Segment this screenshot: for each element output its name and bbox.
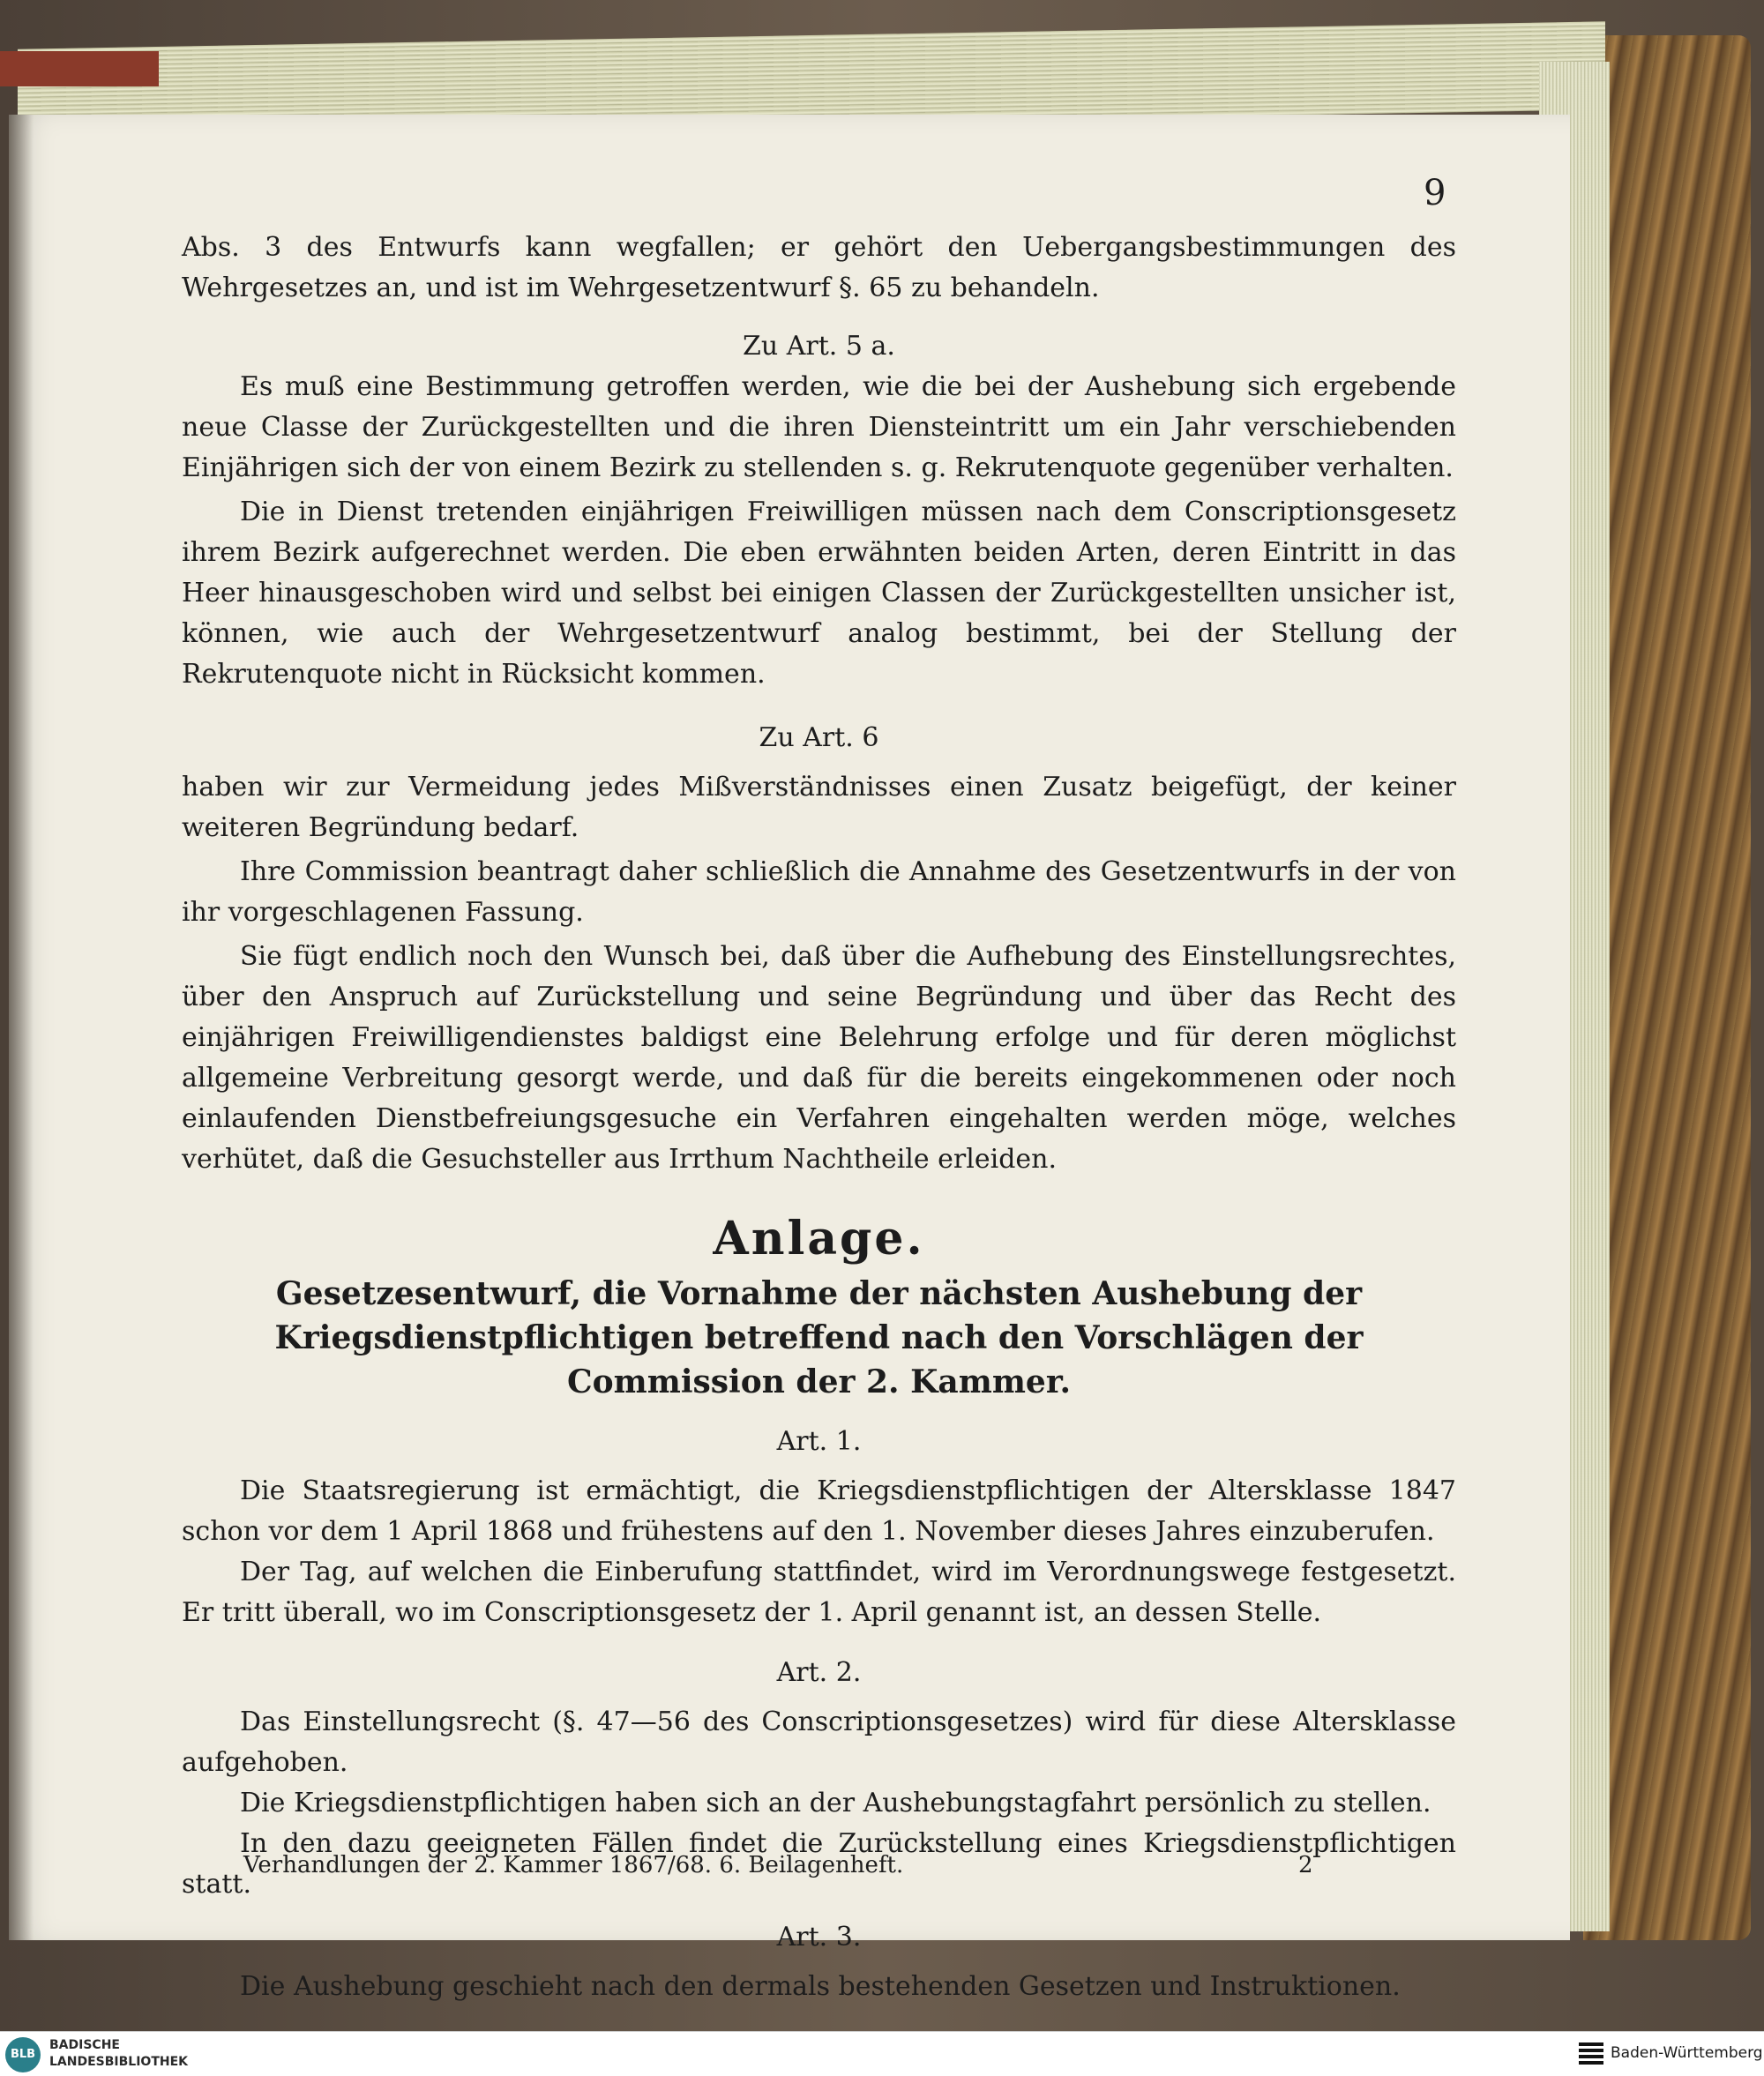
document-page <box>9 115 1570 2002</box>
article-heading-3: Art. 3. <box>776 1922 862 1953</box>
anlage-title: Anlage. <box>713 1212 925 1266</box>
section-heading-6: Zu Art. 6 <box>759 722 879 753</box>
book-bookmark-ribbon <box>0 51 159 86</box>
spine-shadow <box>9 115 34 1940</box>
library-name-line: BADISCHE <box>49 2038 120 2052</box>
paragraph: Die Aushebung geschieht nach den dermals bestehenden Gesetzen und Instruktionen. <box>240 1971 1401 2002</box>
paragraph: Es muß eine Bestimmung getroffen werden, wie die bei der Aushebung sich ergebende neue Classe der Zurückgestellten und die ihren Diensteintritt um ein Jahr verschiebenden Einjährigen sich der von einem Bezirk zu stellenden s. g. Rekrutenquote gegenüber verhalten. <box>182 371 1456 483</box>
library-name <box>49 2037 188 2071</box>
paragraph: Ihre Commission beantragt daher schließlich die Annahme des Gesetzentwurfs in der von ihr vorgeschlagenen Fassung. <box>182 856 1456 928</box>
paragraph: Sie fügt endlich noch den Wunsch bei, daß über die Aufhebung des Einstellungsrechtes, über den Anspruch auf Zurückstellung und seine Begründung und über das Recht des einjährigen Freiwilligendienstes baldigst eine Belehrung erfolge und für deren möglichst allgemeine Verbreitung gesorgt werde, und daß für die bereits eingekommenen oder noch einlaufenden Dienstbefreiungsgesuche ein Verfahren eingehalten werden möge, welches verhütet, daß die Gesuchsteller aus Irrthum Nachtheile erleiden. <box>182 941 1456 1175</box>
paragraph: haben wir zur Vermeidung jedes Mißverständnisses einen Zusatz beigefügt, der keiner weiteren Begründung bedarf. <box>182 772 1456 843</box>
paragraph: Der Tag, auf welchen die Einberufung stattfindet, wird im Verordnungswege festgesetzt. Er tritt überall, wo im Conscriptionsgesetz der 1. April genannt ist, an dessen Stelle. <box>182 1557 1456 1628</box>
article-heading-1: Art. 1. <box>776 1426 862 1457</box>
paragraph: Die Staatsregierung ist ermächtigt, die Kriegsdienstpflichtigen der Altersklasse 1847 schon vor dem 1 April 1868 und frühestens auf den 1. November dieses Jahres einzuberufen. <box>182 1475 1456 1547</box>
state-coat-of-arms-icon <box>1579 2042 1603 2067</box>
viewer-footer-bar <box>0 2031 1764 2076</box>
section-heading-5a: Zu Art. 5 a. <box>743 331 895 362</box>
page-number: 9 <box>1424 173 1446 213</box>
state-name: Baden-Württemberg <box>1611 2044 1763 2062</box>
footer-publication: Verhandlungen der 2. Kammer 1867/68. 6. Beilagenheft. <box>243 1852 904 1878</box>
page-body <box>182 228 1456 2007</box>
intro-paragraph: Abs. 3 des Entwurfs kann wegfallen; er gehört den Uebergangsbestimmungen des Wehrgesetzes an, und ist im Wehrgesetzentwurf §. 65 zu behandeln. <box>182 232 1456 303</box>
paragraph: Das Einstellungsrecht (§. 47—56 des Conscriptionsgesetzes) wird für diese Altersklasse aufgehoben. <box>182 1706 1456 1778</box>
bill-title: Gesetzesentwurf, die Vornahme der nächsten Aushebung der Kriegsdienstpflichtigen betreffend nach den Vorschlägen der Commission der 2. Kammer. <box>274 1275 1364 1400</box>
footer-signature-number: 2 <box>1298 1852 1313 1878</box>
paragraph: Die in Dienst tretenden einjährigen Freiwilligen müssen nach dem Conscriptionsgesetz ihrem Bezirk aufgerechnet werden. Die eben erwähnten beiden Arten, deren Eintritt in das Heer hinausgeschoben wird und selbst bei einigen Classen der Zurückgestellten unsicher ist, können, wie auch der Wehrgesetzentwurf analog bestimmt, bei der Stellung der Rekrutenquote nicht in Rücksicht kommen. <box>182 497 1456 690</box>
library-name-line: LANDESBIBLIOTHEK <box>49 2055 189 2069</box>
article-heading-2: Art. 2. <box>776 1657 862 1688</box>
blb-logo-icon[interactable]: BLB <box>5 2037 41 2072</box>
paragraph: Die Kriegsdienstpflichtigen haben sich an der Aushebungstagfahrt persönlich zu stellen. <box>240 1788 1431 1818</box>
paragraph: In den dazu geeigneten Fällen findet die Zurückstellung eines Kriegsdienstpflichtigen statt. <box>182 1828 1456 1900</box>
